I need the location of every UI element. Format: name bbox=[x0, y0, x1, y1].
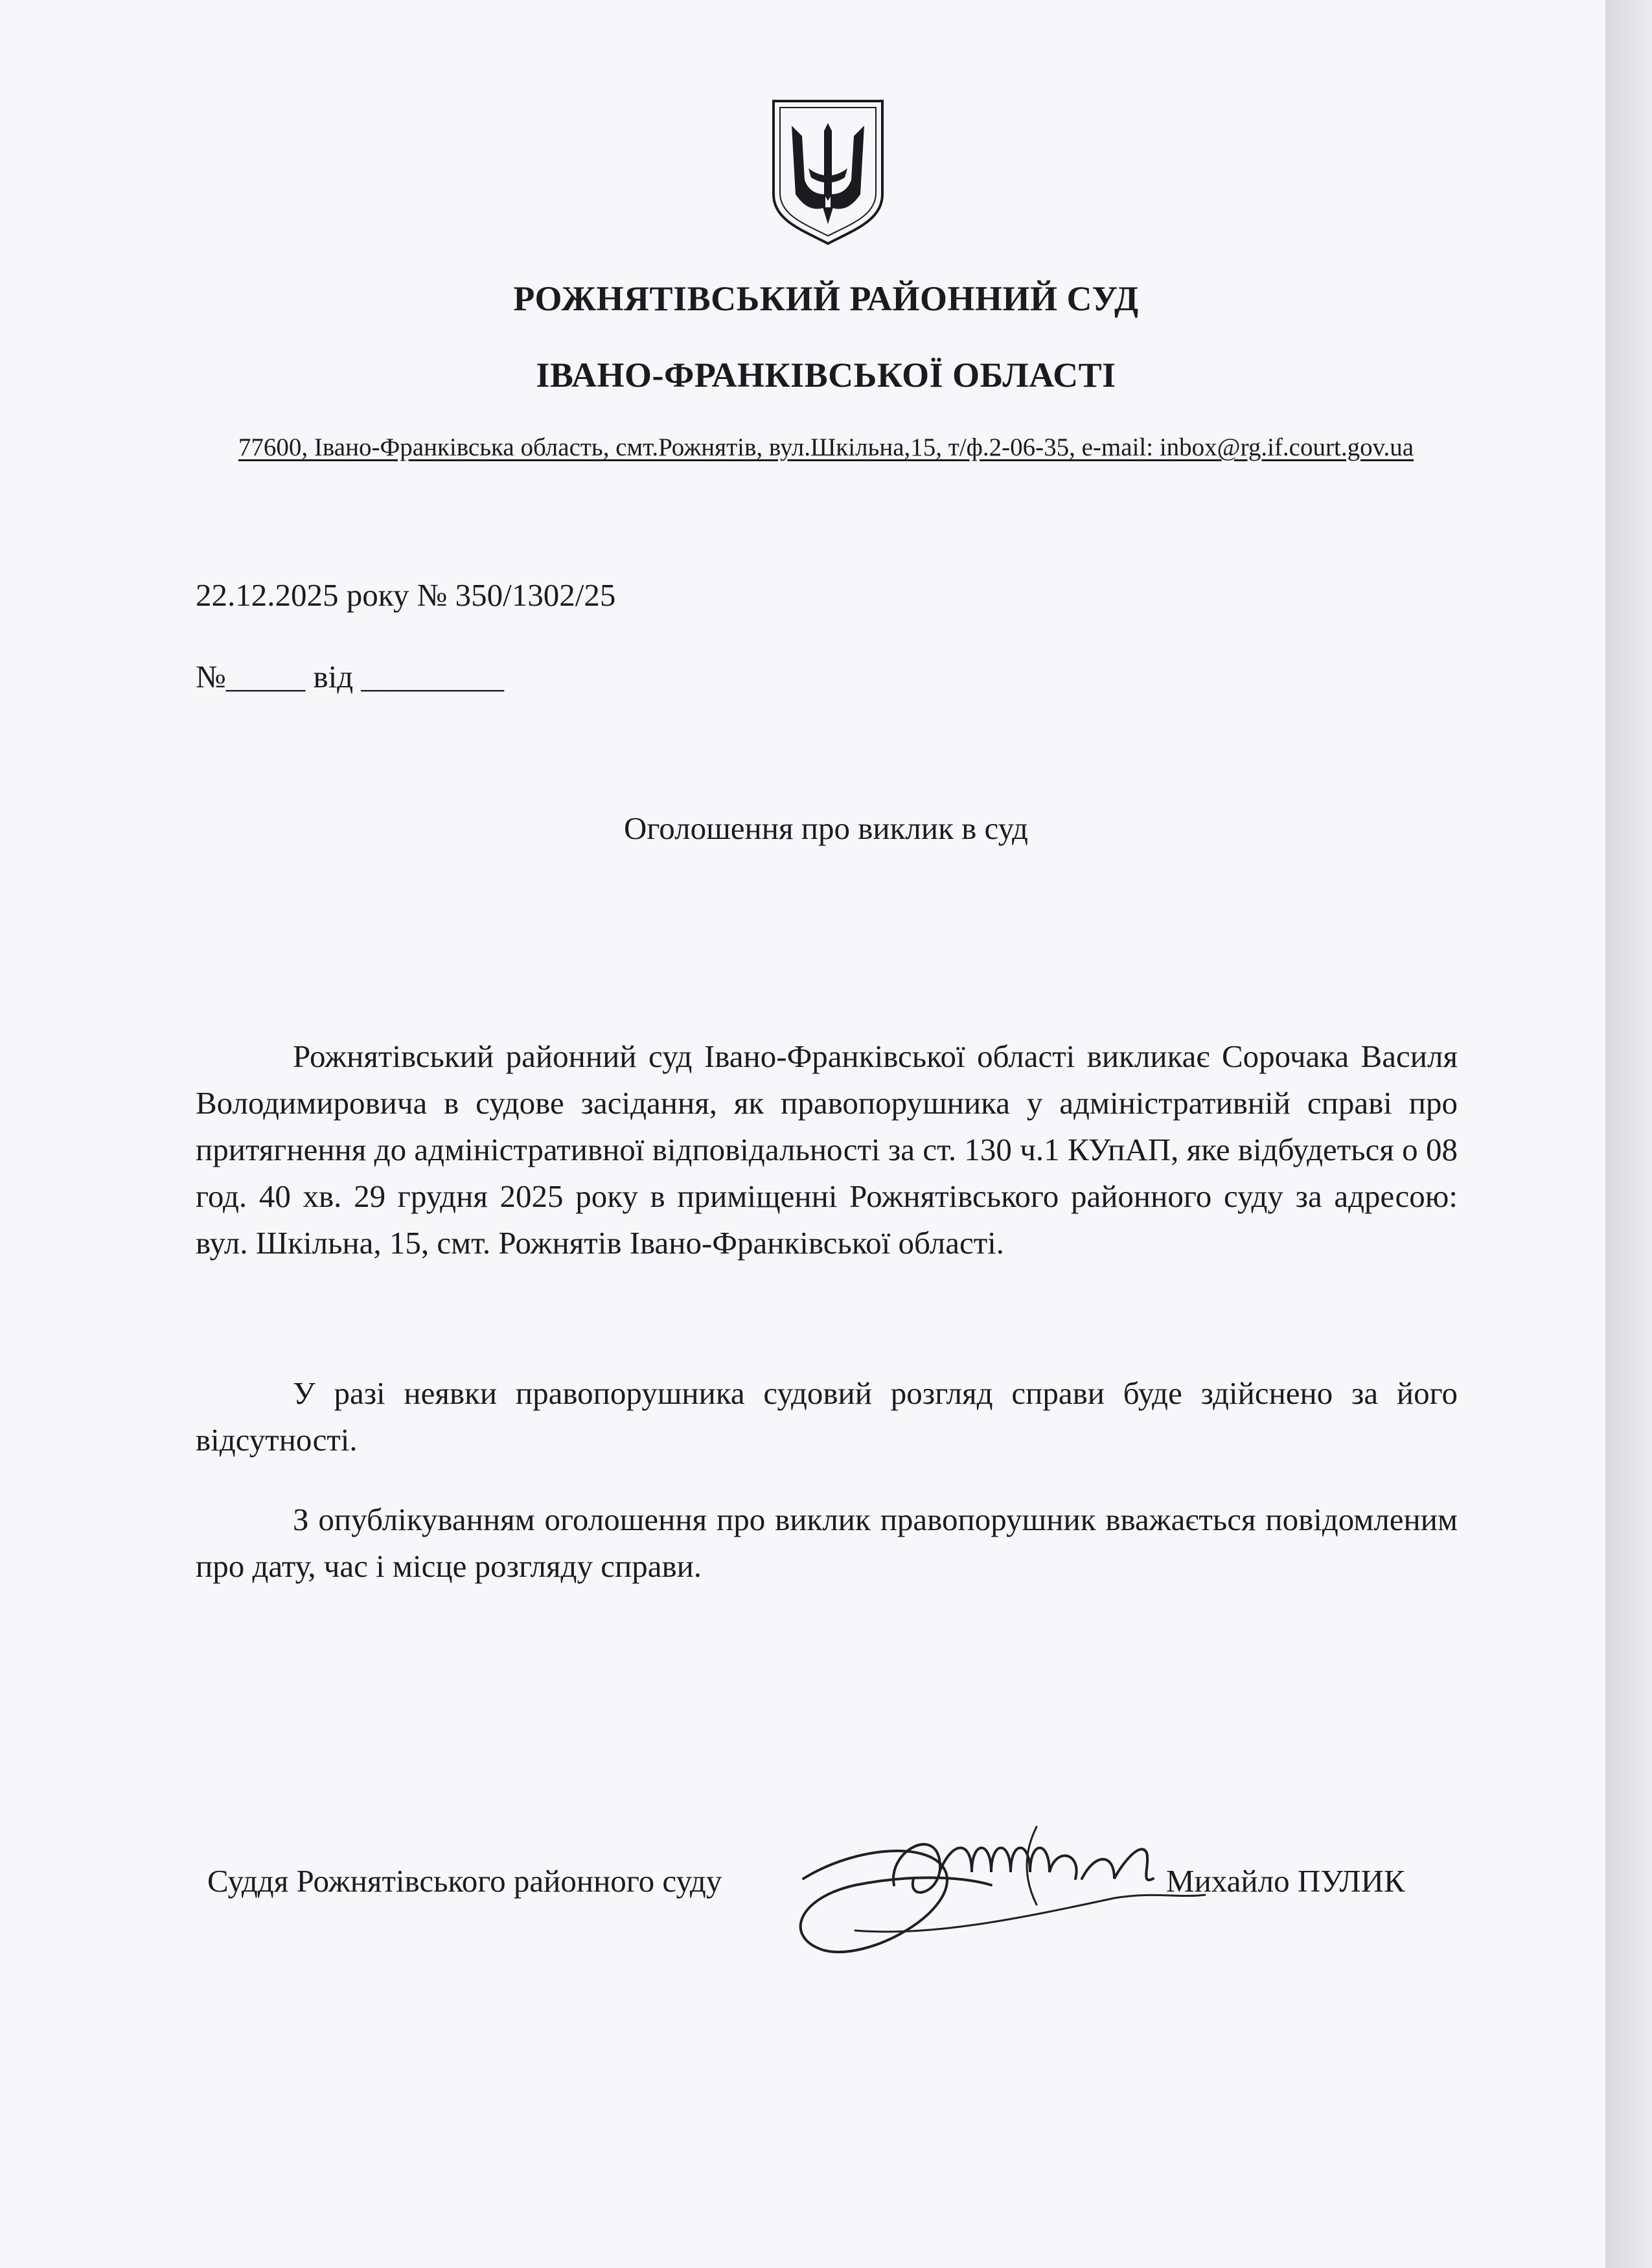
notice-paragraph-publication: З опублікуванням оголошення про виклик правопорушник вважається повідомленим про дату, час і місце розгляду справи. bbox=[196, 1502, 1458, 1584]
court-address: 77600, Івано-Франківська область, смт.Рожнятів, вул.Шкільна,15, т/ф.2-06-35, e-mail: inbox@rg.if.court.gov.ua bbox=[238, 433, 1414, 461]
notice-title: Оголошення про виклик в суд bbox=[624, 810, 1028, 846]
judge-name: Михайло ПУЛИК bbox=[1166, 1863, 1405, 1899]
notice-paragraph-summons: Рожнятівський районний суд Івано-Франківської області викликає Сорочака Василя Володимировича в судове засідання, як правопорушника у адміністративній справі про притягнення до адміністративної відповідальності за ст. 130 ч.1 КУпАП, яке відбудеться о 08 год. 40 хв. 29 грудня 2025 року в приміщенні Рожнятівського районного суду за адресою: вул. Шкільна, 15, смт. Рожнятів Івано-Франківської області. bbox=[196, 1038, 1458, 1261]
trident-emblem-icon bbox=[770, 97, 886, 246]
judge-role: Суддя Рожнятівського районного суду bbox=[207, 1863, 722, 1899]
incoming-reference-blank: №_____ від _________ bbox=[196, 659, 504, 694]
outgoing-registration-number: 22.12.2025 року № 350/1302/25 bbox=[196, 577, 616, 613]
page-edge bbox=[1605, 0, 1652, 2268]
handwritten-signature-icon bbox=[777, 1801, 1231, 1969]
court-name-line-2: ІВАНО-ФРАНКІВСЬКОЇ ОБЛАСТІ bbox=[536, 356, 1116, 395]
court-name-line-1: РОЖНЯТІВСЬКИЙ РАЙОННИЙ СУД bbox=[513, 279, 1139, 318]
notice-paragraph-absence: У разі неявки правопорушника судовий розгляд справи буде здійснено за його відсутності. bbox=[196, 1375, 1458, 1458]
